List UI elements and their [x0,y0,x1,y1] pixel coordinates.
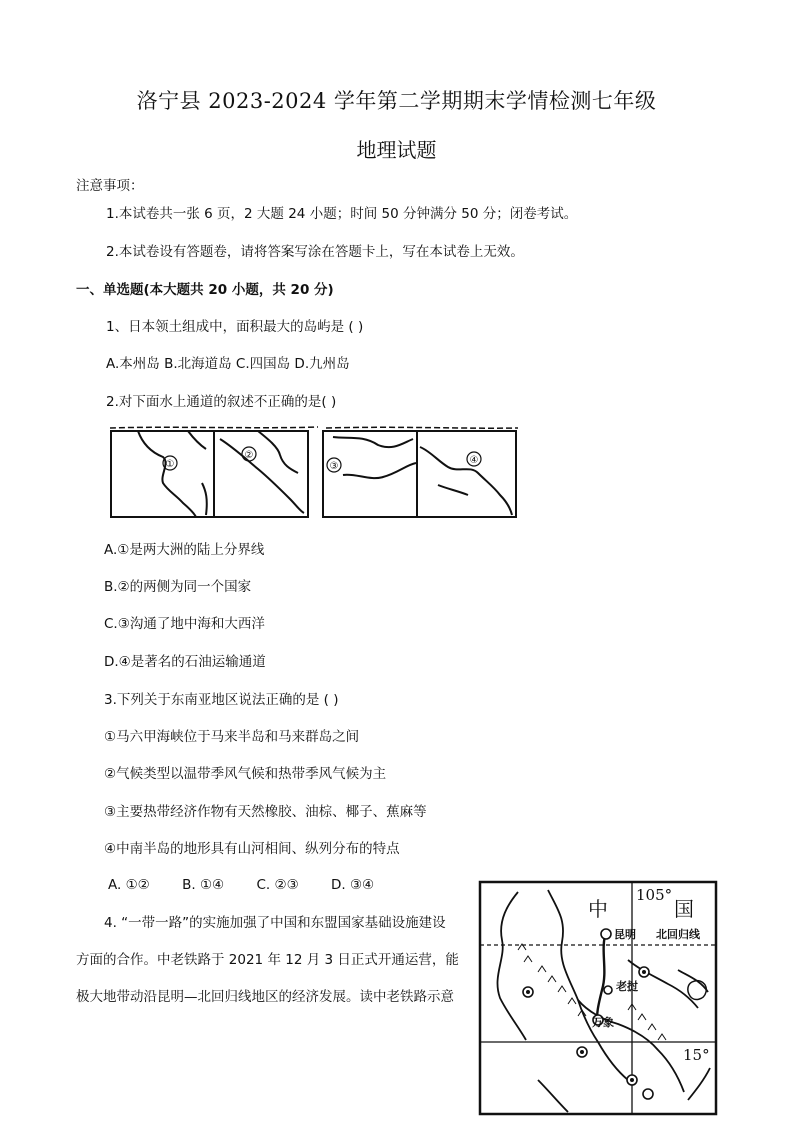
q3-option-b: B. ①④ [182,877,225,893]
q3-option-c: C. ②③ [256,877,299,893]
q2-option-a: A.①是两大洲的陆上分界线 [104,542,265,558]
map-label-longitude: 105° [636,886,673,904]
q3-statement-3: ③主要热带经济作物有天然橡胶、油棕、椰子、蕉麻等 [104,804,427,820]
map-label-latitude: 15° [683,1046,710,1064]
notice-heading: 注意事项： [76,178,144,194]
notice-item-1: 1.本试卷共一张 6 页，2 大题 24 小题；时间 50 分钟满分 50 分；闭卷考试。 [106,206,578,222]
section-heading: 一、单选题(本大题共 20 小题，共 20 分) [76,282,334,298]
q2-option-d: D.④是著名的石油运输通道 [104,654,266,670]
q1-stem: 1、日本领土组成中，面积最大的岛屿是 ( ) [106,319,364,335]
q4-line-2: 方面的合作。中老铁路于 2021 年 12 月 3 日正式开通运营，能 [76,952,459,968]
q3-stem: 3.下列关于东南亚地区说法正确的是 ( ) [104,692,339,708]
q3-statement-1: ①马六甲海峡位于马来半岛和马来群岛之间 [104,729,360,745]
q2-option-b: B.②的两侧为同一个国家 [104,579,252,595]
fig-label-2: ② [244,450,254,461]
exam-title: 洛宁县 2023-2024 学年第二学期期末学情检测七年级 [136,89,657,113]
q3-option-d: D. ③④ [330,877,375,893]
map-label-laos: 老挝 [616,980,638,993]
map-label-kunming: 昆明 [614,928,636,941]
q4-line-1: 4. “一带一路”的实施加强了中国和东盟国家基础设施建设 [104,915,446,931]
fig-label-1: ① [165,459,175,470]
q3-statement-2: ②气候类型以温带季风气候和热带季风气候为主 [104,766,387,782]
exam-subtitle: 地理试题 [356,138,437,162]
fig-label-3: ③ [329,461,339,472]
q3-options [108,877,402,893]
map-label-china-1: 中 [588,897,608,921]
map-label-vientiane: 万象 [592,1016,614,1029]
q3-option-a: A. ①② [108,877,150,893]
q3-statement-4: ④中南半岛的地形具有山河相间、纵列分布的特点 [104,841,400,857]
strait-maps-figure [108,425,520,523]
map-label-tropic: 北回归线 [656,928,700,941]
q4-line-3: 极大地带动沿昆明—北回归线地区的经济发展。读中老铁路示意 [76,989,454,1005]
q2-stem: 2.对下面水上通道的叙述不正确的是( ) [106,394,337,410]
china-laos-railway-map [478,880,720,1118]
notice-item-2: 2.本试卷设有答题卷，请将答案写涂在答题卡上，写在本试卷上无效。 [106,244,524,260]
map-label-china-2: 国 [674,897,694,921]
q4-stem [76,905,476,1016]
q2-option-c: C.③沟通了地中海和大西洋 [104,616,265,632]
fig-label-4: ④ [469,455,479,466]
q1-options: A.本州岛 B.北海道岛 C.四国岛 D.九州岛 [106,356,350,372]
